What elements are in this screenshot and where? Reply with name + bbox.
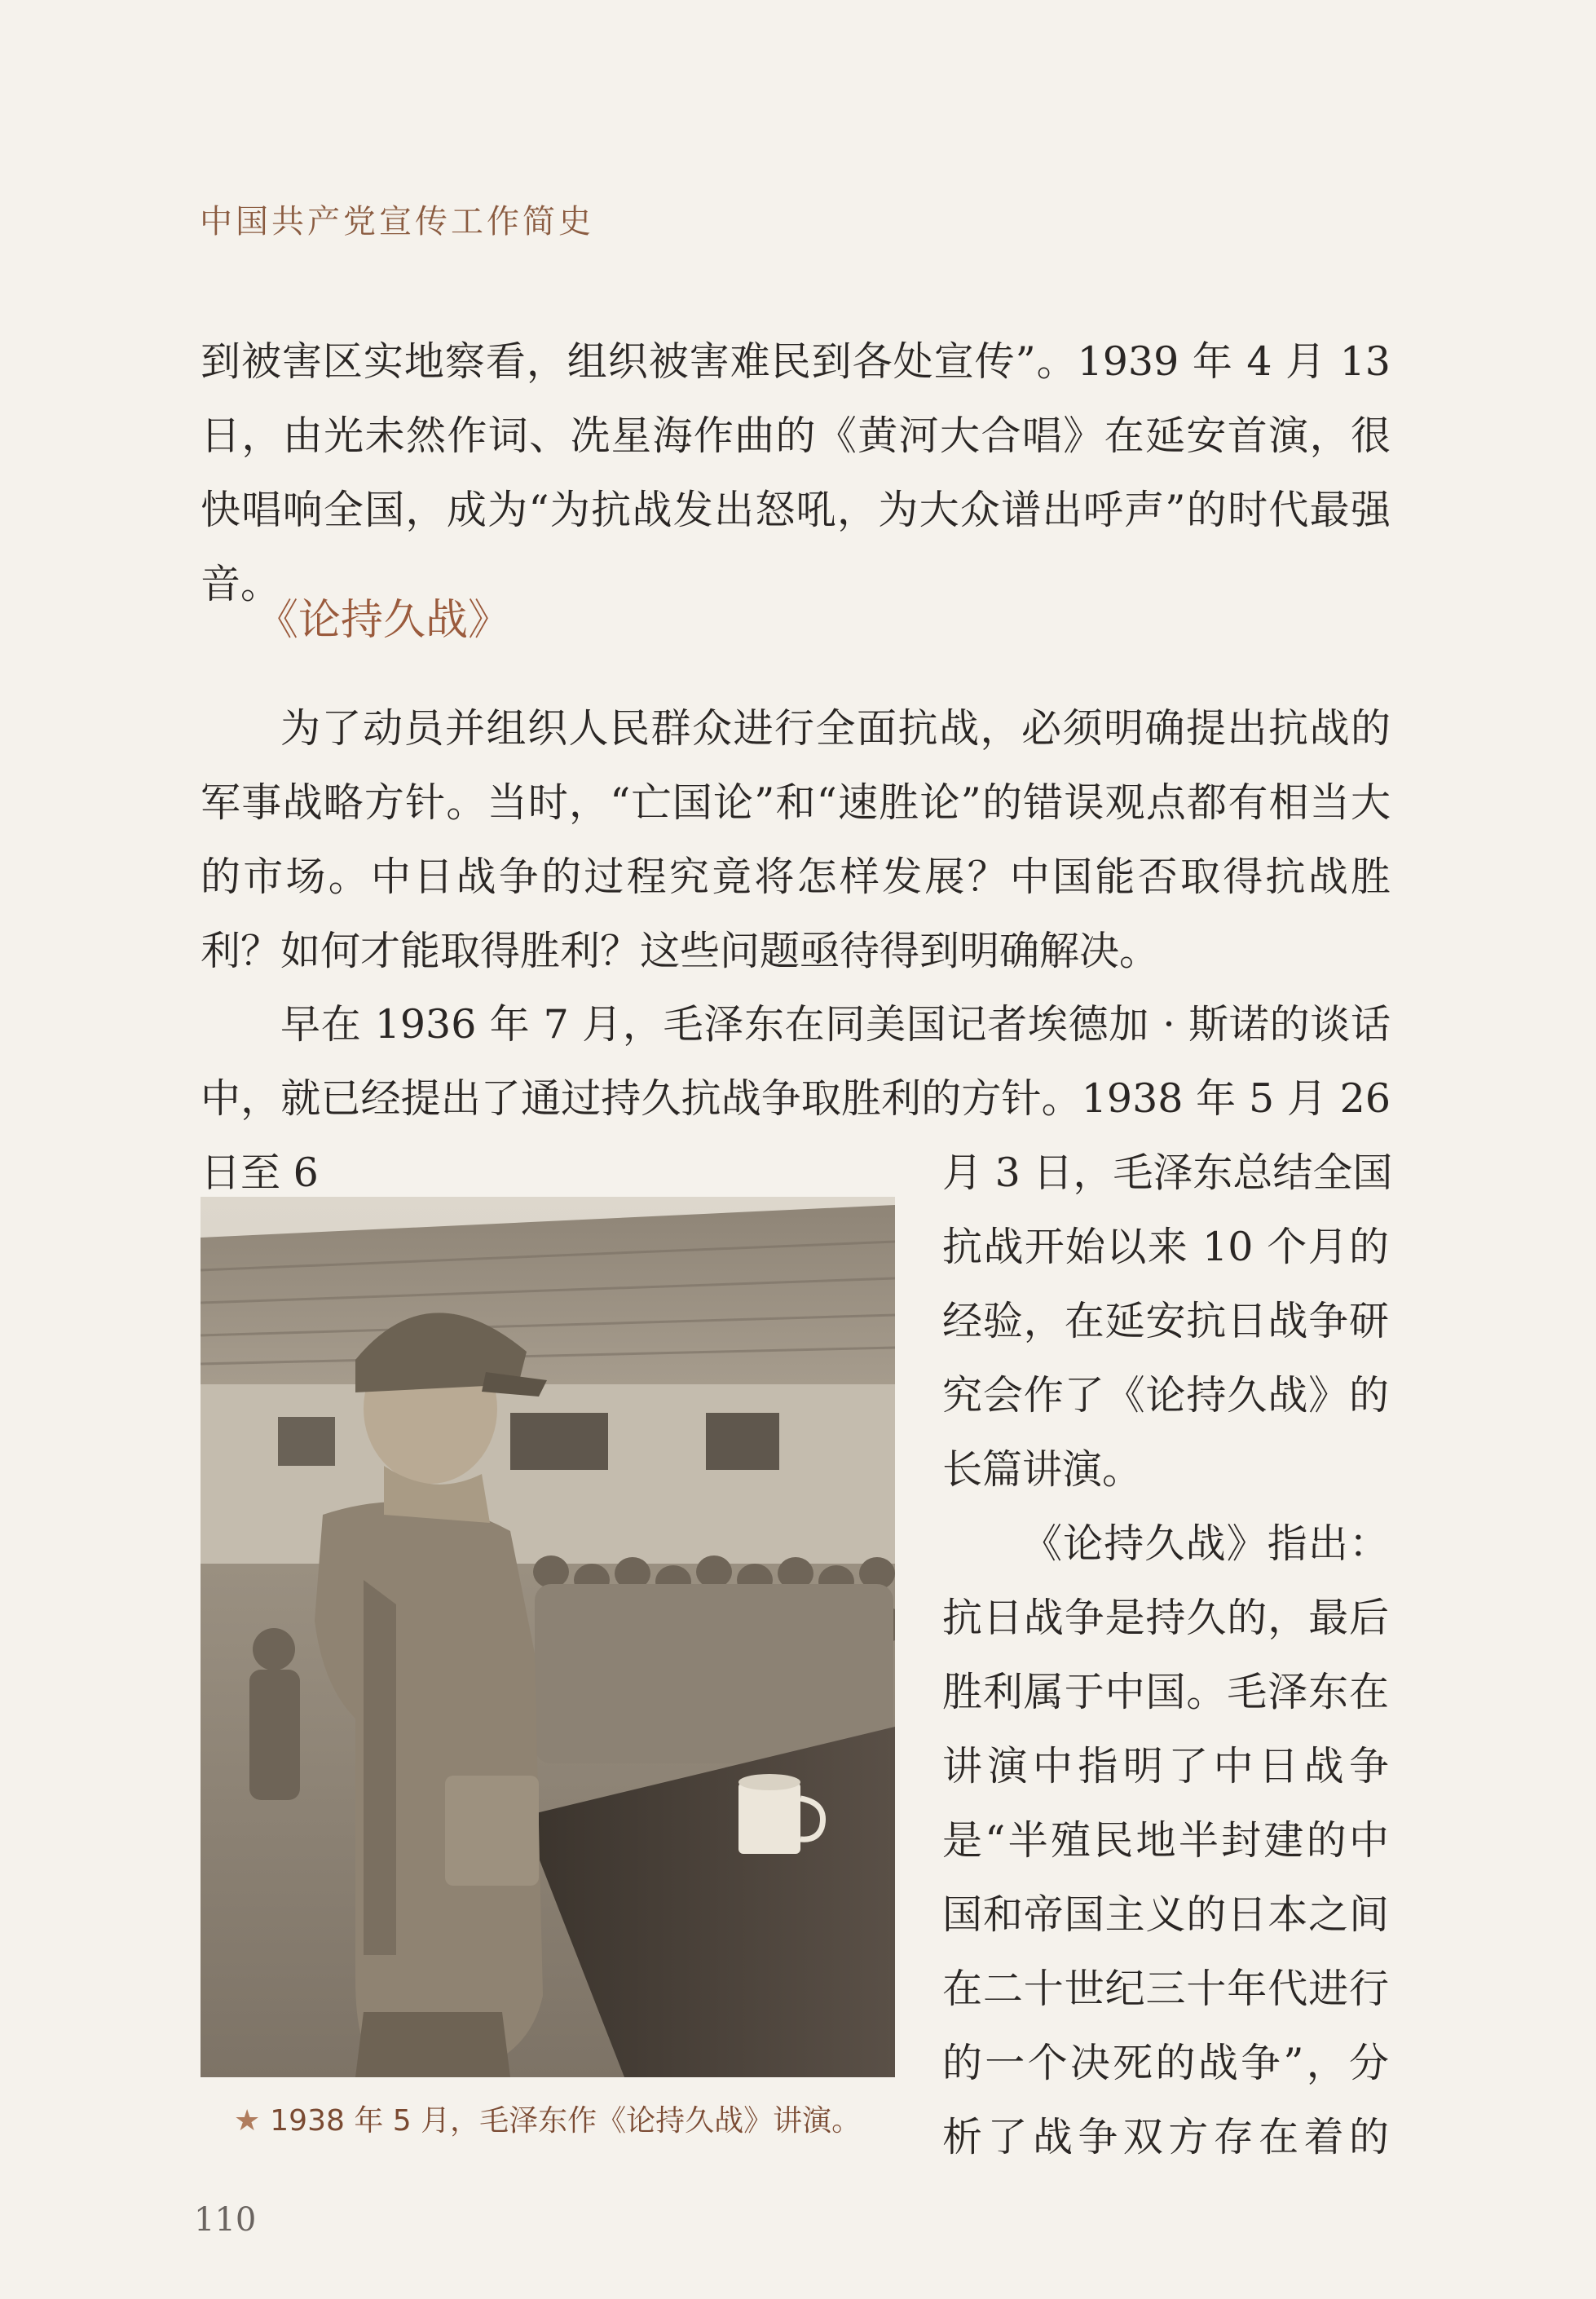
side-line: 析了战争双方存在着的 bbox=[942, 2114, 1389, 2160]
side-line: 胜利属于中国。毛泽东在 bbox=[942, 1669, 1389, 1715]
paragraph-early: 早在 1936 年 7 月，毛泽东在同美国记者埃德加 · 斯诺的谈话中，就已经提出了通过持久抗战争取胜利的方针。1938 年 5 月 26 日至 6 bbox=[201, 1001, 1391, 1196]
paragraph-continued: 到被害区实地察看，组织被害难民到各处宣传”。1939 年 4 月 13 日，由光未然作词、冼星海作曲的《黄河大合唱》在延安首演，很快唱响全国，成为“为抗战发出怒吼，为大众谱出呼声”的时代最强音。 bbox=[201, 338, 1391, 607]
photo-caption bbox=[234, 2098, 861, 2139]
side-line: 长篇讲演。 bbox=[942, 1446, 1143, 1493]
paragraph-intro: 为了动员并组织人民群众进行全面抗战，必须明确提出抗战的军事战略方针。当时，“亡国论”和“速胜论”的错误观点都有相当大的市场。中日战争的过程究竟将怎样发展？中国能否取得抗战胜利？如何才能取得胜利？这些问题亟待得到明确解决。 bbox=[201, 705, 1391, 974]
page-number: 110 bbox=[194, 2201, 257, 2239]
historical-photo bbox=[201, 1197, 895, 2077]
side-line: 究会作了《论持久战》的 bbox=[942, 1372, 1389, 1419]
side-line: 的一个决死的战争”，分 bbox=[942, 2040, 1389, 2086]
section-heading: 《论持久战》 bbox=[256, 596, 511, 645]
side-line: 讲演中指明了中日战争 bbox=[942, 1743, 1389, 1789]
side-line: 在二十世纪三十年代进行 bbox=[942, 1966, 1389, 2012]
side-line: 是“半殖民地半封建的中 bbox=[942, 1817, 1389, 1864]
star-icon: ★ bbox=[234, 2104, 261, 2138]
side-line: 抗战开始以来 10 个月的 bbox=[942, 1224, 1389, 1270]
running-head: 中国共产党宣传工作简史 bbox=[200, 203, 594, 240]
photo-caption-text: 1938 年 5 月，毛泽东作《论持久战》讲演。 bbox=[270, 2104, 862, 2138]
side-line: 经验，在延安抗日战争研 bbox=[942, 1298, 1389, 1344]
side-line: 抗日战争是持久的，最后 bbox=[942, 1595, 1389, 1641]
side-line: 月 3 日，毛泽东总结全国 bbox=[942, 1150, 1393, 1196]
photo-illustration bbox=[201, 1197, 895, 2077]
side-line: 国和帝国主义的日本之间 bbox=[942, 1891, 1389, 1938]
side-line: 《论持久战》指出： bbox=[1022, 1520, 1389, 1567]
side-column-text bbox=[942, 1136, 1393, 2174]
